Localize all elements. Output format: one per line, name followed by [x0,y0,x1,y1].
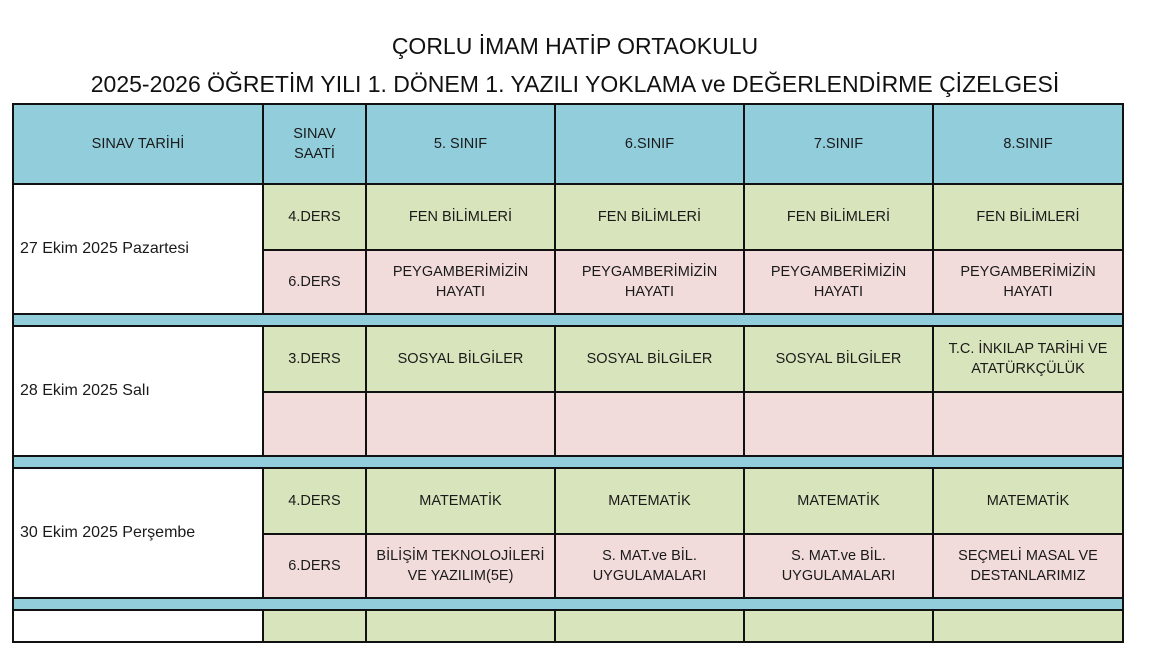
exam-date-cell: 28 Ekim 2025 Salı [13,326,263,456]
subject-cell: FEN BİLİMLERİ [555,184,744,250]
subject-cell: MATEMATİK [366,468,555,534]
separator-row [13,598,1123,610]
subject-cell: S. MAT.ve BİL. UYGULAMALARI [744,534,933,598]
separator-row [13,314,1123,326]
subject-cell: T.C. İNKILAP TARİHİ VE ATATÜRKÇÜLÜK [933,326,1123,392]
period-cell: 4.DERS [263,184,366,250]
school-name: ÇORLU İMAM HATİP ORTAOKULU [391,33,759,59]
subject-cell: BİLİŞİM TEKNOLOJİLERİ VE YAZILIM(5E) [366,534,555,598]
col-header-exam-date: SINAV TARİHİ [13,104,263,184]
period-cell: 6.DERS [263,534,366,598]
subject-cell: SOSYAL BİLGİLER [744,326,933,392]
subject-cell: MATEMATİK [744,468,933,534]
exam-schedule-table [12,103,1124,643]
col-header-exam-time: SINAV SAATİ [263,104,366,184]
separator-row [13,456,1123,468]
subject-cell: PEYGAMBERİMİZİN HAYATI [366,250,555,314]
col-header-grade-6: 6.SINIF [555,104,744,184]
subject-cell [933,610,1123,642]
table-row [13,184,1123,250]
subject-cell: PEYGAMBERİMİZİN HAYATI [555,250,744,314]
subject-cell: PEYGAMBERİMİZİN HAYATI [933,250,1123,314]
subject-cell: S. MAT.ve BİL. UYGULAMALARI [555,534,744,598]
subject-cell [744,610,933,642]
exam-date-cell [13,610,263,642]
subject-cell: SOSYAL BİLGİLER [555,326,744,392]
subject-cell [933,392,1123,456]
period-cell [263,610,366,642]
subject-cell: FEN BİLİMLERİ [933,184,1123,250]
period-cell: 4.DERS [263,468,366,534]
subject-cell: PEYGAMBERİMİZİN HAYATI [744,250,933,314]
subject-cell [555,610,744,642]
table-row [13,326,1123,392]
subject-cell [555,392,744,456]
col-header-grade-5: 5. SINIF [366,104,555,184]
table-row [13,468,1123,534]
subject-cell [744,392,933,456]
subject-cell: MATEMATİK [555,468,744,534]
period-cell: 3.DERS [263,326,366,392]
subject-cell: MATEMATİK [933,468,1123,534]
table-row [13,610,1123,642]
col-header-grade-7: 7.SINIF [744,104,933,184]
exam-date-cell: 27 Ekim 2025 Pazartesi [13,184,263,314]
document-title: 2025-2026 ÖĞRETİM YILI 1. DÖNEM 1. YAZILI YOKLAMA ve DEĞERLENDİRME ÇİZELGESİ [90,71,1060,97]
subject-cell: SEÇMELİ MASAL VE DESTANLARIMIZ [933,534,1123,598]
exam-date-cell: 30 Ekim 2025 Perşembe [13,468,263,598]
subject-cell: FEN BİLİMLERİ [366,184,555,250]
subject-cell: SOSYAL BİLGİLER [366,326,555,392]
col-header-grade-8: 8.SINIF [933,104,1123,184]
subject-cell [366,610,555,642]
period-cell: 6.DERS [263,250,366,314]
subject-cell: FEN BİLİMLERİ [744,184,933,250]
period-cell [263,392,366,456]
subject-cell [366,392,555,456]
header-row [13,104,1123,184]
